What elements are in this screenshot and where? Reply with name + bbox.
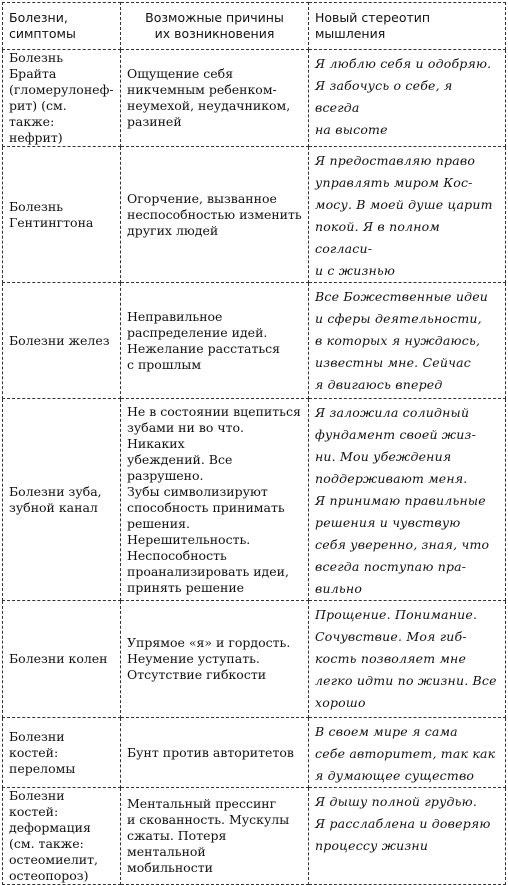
table-row xyxy=(3,283,506,399)
cause-cell: Ощущение себя никчемным ребенком- неумехой, неудачником, разиней xyxy=(121,50,309,147)
disease-table xyxy=(2,2,506,885)
disease-cell: Болезнь Брайта (гломерулонеф- рит) (см. также: нефрит) xyxy=(3,50,121,147)
affirmation-cell: Я дышу полной грудью. Я расслаблена и доверяю процессу жизни xyxy=(309,788,506,885)
cause-cell: Бунт против авторитетов xyxy=(121,718,309,788)
affirmation-cell: Все Божественные идеи и сферы деятельности, в которых я нуждаюсь, известны мне. Сейчас я двигаюсь вперед xyxy=(309,283,506,399)
affirmation-cell: Я предоставляю право управлять миром Кос- мосу. В моей душе царит покой. Я в полном согласи- и с жизнью xyxy=(309,147,506,283)
affirmation-cell: В своем мире я сама себе авторитет, так как я думающее существо xyxy=(309,718,506,788)
disease-cell: Болезни костей: переломы xyxy=(3,718,121,788)
table-row xyxy=(3,788,506,885)
disease-cell: Болезни костей: деформация (см. также: остеомиелит, остеопороз) xyxy=(3,788,121,885)
cause-cell: Не в состоянии вцепиться зубами ни во что. Никаких убеждений. Все разрушено. Зубы символизируют способность принимать решения. Нерешительность. Неспособность проанализировать идеи, принять решение xyxy=(121,399,309,601)
disease-cell: Болезни желез xyxy=(3,283,121,399)
cause-cell: Неправильное распределение идей. Нежелание расстаться с прошлым xyxy=(121,283,309,399)
header-causes: Возможные причины их возникновения xyxy=(121,3,309,50)
table-row xyxy=(3,718,506,788)
table-row xyxy=(3,50,506,147)
table-row xyxy=(3,601,506,718)
table-row xyxy=(3,399,506,601)
disease-cell: Болезни колен xyxy=(3,601,121,718)
table-row xyxy=(3,147,506,283)
header-new-thinking: Новый стереотип мышления xyxy=(309,3,506,50)
table-header-row xyxy=(3,3,506,50)
affirmation-cell: Прощение. Понимание. Сочувствие. Моя гиб- кость позволяет мне легко идти по жизни. Все хорошо xyxy=(309,601,506,718)
affirmation-cell: Я люблю себя и одобряю. Я забочусь о себе, я всегда на высоте xyxy=(309,50,506,147)
cause-cell: Упрямое «я» и гордость. Неумение уступать. Отсутствие гибкости xyxy=(121,601,309,718)
affirmation-cell: Я заложила солидный фундамент своей жиз- ни. Мои убеждения поддерживают меня. Я принимаю правильные решения и чувствую себя уверенно, зная, что всегда поступаю пра- вильно xyxy=(309,399,506,601)
disease-cell: Болезнь Гентингтона xyxy=(3,147,121,283)
cause-cell: Огорчение, вызванное неспособностью изменить других людей xyxy=(121,147,309,283)
cause-cell: Ментальный прессинг и скованность. Мускулы сжаты. Потеря ментальной мобильности xyxy=(121,788,309,885)
header-symptoms: Болезни, симптомы xyxy=(3,3,121,50)
disease-cell: Болезни зуба, зубной канал xyxy=(3,399,121,601)
